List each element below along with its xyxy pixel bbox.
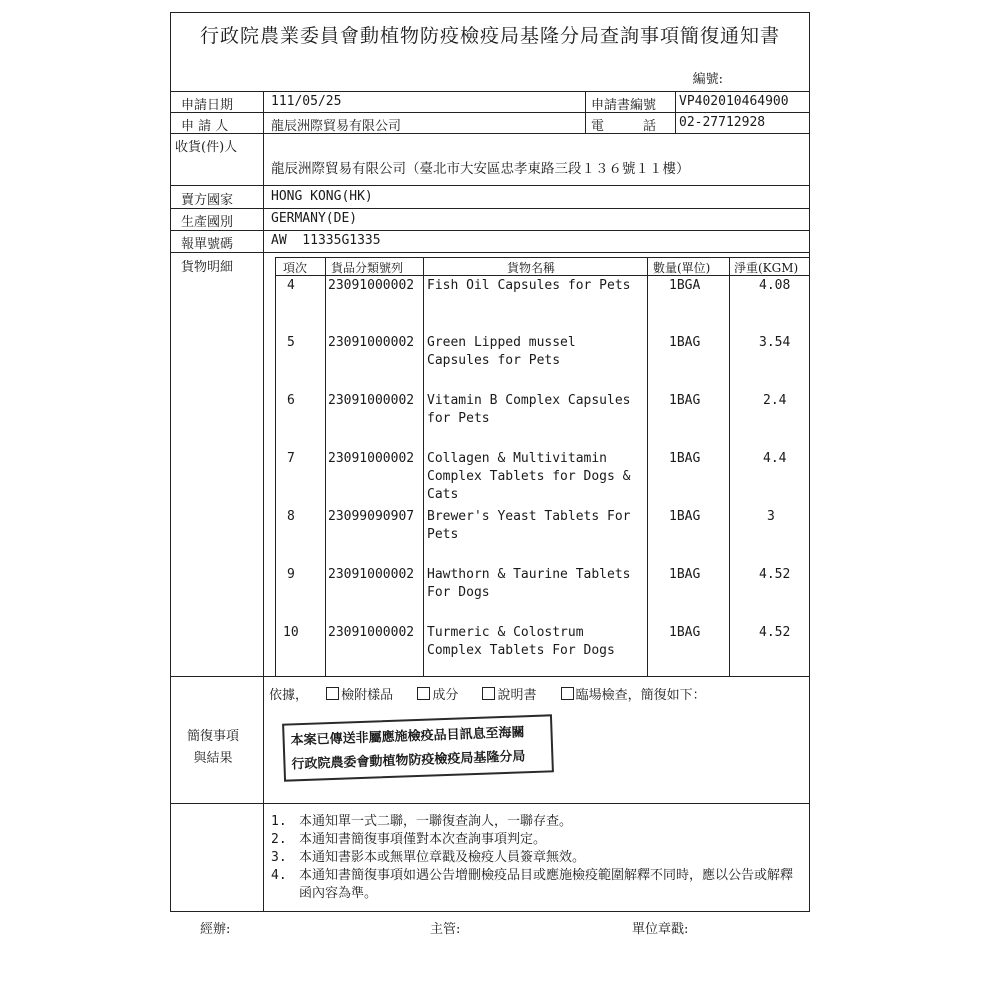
quantity: 1BGA bbox=[669, 278, 701, 293]
rule bbox=[171, 112, 809, 113]
goods-name: Green Lipped mussel Capsules for Pets bbox=[427, 335, 576, 368]
quantity: 1BAG bbox=[669, 393, 701, 408]
seller-country-value: HONG KONG(HK) bbox=[271, 189, 373, 204]
net-weight: 3 bbox=[767, 509, 775, 524]
option-sample[interactable]: 檢附樣品 bbox=[326, 688, 393, 703]
reply-label-line1: 簡復事項 bbox=[187, 729, 240, 744]
item-no: 5 bbox=[287, 335, 295, 350]
net-weight: 2.4 bbox=[763, 393, 787, 408]
consignee-label: 收貨(件)人 bbox=[175, 140, 238, 155]
net-weight: 3.54 bbox=[759, 335, 791, 350]
header-item-no: 項次 bbox=[283, 261, 308, 275]
rule bbox=[729, 257, 730, 676]
quantity: 1BAG bbox=[669, 335, 701, 350]
tariff-code: 23091000002 bbox=[328, 451, 415, 466]
reply-section-label bbox=[187, 726, 239, 770]
goods-name: Fish Oil Capsules for Pets bbox=[427, 278, 631, 293]
origin-country-value: GERMANY(DE) bbox=[271, 211, 358, 226]
basis-suffix: ，簡復如下： bbox=[627, 688, 706, 703]
rule bbox=[585, 91, 586, 133]
header-tariff-code: 貨品分類號列 bbox=[331, 261, 404, 275]
rule bbox=[325, 257, 326, 676]
phone-value: 02-27712928 bbox=[679, 115, 766, 130]
stamp-line2: 行政院農委會動植物防疫檢疫局基隆分局 bbox=[291, 749, 526, 773]
tariff-code: 23091000002 bbox=[328, 335, 415, 350]
declaration-number-value: AW 11335G1335 bbox=[271, 233, 381, 248]
reply-label-line2: 與結果 bbox=[193, 751, 233, 766]
rule bbox=[263, 91, 264, 911]
net-weight: 4.52 bbox=[759, 625, 791, 640]
applicant-value: 龍辰洲際貿易有限公司 bbox=[271, 119, 402, 134]
goods-name: Turmeric & Colostrum Complex Tablets For Dogs bbox=[427, 625, 615, 658]
tariff-code: 23091000002 bbox=[328, 567, 415, 582]
rule bbox=[647, 257, 648, 676]
checkbox-sample[interactable] bbox=[326, 687, 339, 700]
inquiry-reply-notice bbox=[170, 12, 810, 912]
seller-country-label: 賣方國家 bbox=[181, 193, 234, 208]
tariff-code: 23091000002 bbox=[328, 278, 415, 293]
rule bbox=[171, 676, 809, 677]
official-stamp bbox=[282, 714, 554, 781]
application-number-label: 申請書編號 bbox=[591, 98, 657, 113]
apply-date-value: 111/05/25 bbox=[271, 94, 342, 109]
header-net-weight: 淨重(KGM) bbox=[734, 261, 799, 275]
notes-list bbox=[271, 813, 801, 903]
item-no: 6 bbox=[287, 393, 295, 408]
rule bbox=[423, 257, 424, 676]
goods-name: Brewer's Yeast Tablets For Pets bbox=[427, 509, 631, 542]
document-title: 行政院農業委員會動植物防疫檢疫局基隆分局查詢事項簡復通知書 bbox=[199, 25, 780, 47]
item-no: 10 bbox=[283, 625, 299, 640]
list-item: 3. 本通知書影本或無單位章戳及檢疫人員簽章無效。 bbox=[271, 850, 586, 865]
rule bbox=[171, 230, 809, 231]
option-ingredients[interactable]: 成分 bbox=[417, 688, 458, 703]
header-goods-name: 貨物名稱 bbox=[507, 261, 556, 275]
unit-seal-label: 單位章戳: bbox=[632, 922, 689, 937]
goods-name: Vitamin B Complex Capsules for Pets bbox=[427, 393, 631, 426]
checkbox-ingredients[interactable] bbox=[417, 687, 430, 700]
quantity: 1BAG bbox=[669, 625, 701, 640]
applicant-label: 申 請 人 bbox=[181, 119, 229, 134]
serial-number-label: 編號: bbox=[692, 72, 723, 87]
quantity: 1BAG bbox=[669, 567, 701, 582]
supervisor-signature-label: 主管: bbox=[430, 922, 461, 937]
net-weight: 4.52 bbox=[759, 567, 791, 582]
item-no: 8 bbox=[287, 509, 295, 524]
rule bbox=[675, 91, 676, 133]
net-weight: 4.08 bbox=[759, 278, 791, 293]
item-no: 7 bbox=[287, 451, 295, 466]
rule bbox=[171, 91, 809, 92]
goods-name: Collagen & Multivitamin Complex Tablets for Dogs & Cats bbox=[427, 451, 631, 502]
rule bbox=[275, 257, 276, 676]
rule bbox=[171, 208, 809, 209]
net-weight: 4.4 bbox=[763, 451, 787, 466]
application-number-value: VP402010464900 bbox=[679, 94, 789, 109]
item-no: 9 bbox=[287, 567, 295, 582]
rule bbox=[171, 252, 809, 253]
list-item: 4. 本通知書簡復事項如遇公告增刪檢疫品目或應施檢疫範圍解釋不同時，應以公告或解釋函內容為準。 bbox=[271, 868, 794, 901]
goods-details-label: 貨物明細 bbox=[181, 260, 234, 275]
tariff-code: 23099090907 bbox=[328, 509, 415, 524]
item-no: 4 bbox=[287, 278, 295, 293]
handler-signature-label: 經辦: bbox=[200, 922, 231, 937]
basis-line: 依據， 檢附樣品 成分 說明書 臨場檢查，簡復如下： bbox=[269, 688, 706, 703]
tariff-code: 23091000002 bbox=[328, 625, 415, 640]
option-manual[interactable]: 說明書 bbox=[482, 688, 536, 703]
checkbox-onsite-inspection[interactable] bbox=[561, 687, 574, 700]
origin-country-label: 生產國別 bbox=[181, 215, 234, 230]
declaration-number-label: 報單號碼 bbox=[181, 237, 234, 252]
goods-name: Hawthorn & Taurine Tablets For Dogs bbox=[427, 567, 631, 600]
rule bbox=[171, 133, 809, 134]
apply-date-label: 申請日期 bbox=[181, 98, 234, 113]
phone-label: 電 話 bbox=[591, 119, 657, 134]
quantity: 1BAG bbox=[669, 451, 701, 466]
list-item: 1. 本通知單一式二聯，一聯復查詢人，一聯存查。 bbox=[271, 814, 573, 829]
rule bbox=[171, 185, 809, 186]
list-item: 2. 本通知書簡復事項僅對本次查詢事項判定。 bbox=[271, 832, 547, 847]
rule bbox=[171, 803, 809, 804]
basis-prefix: 依據 bbox=[269, 688, 296, 703]
option-onsite-inspection[interactable]: 臨場檢查 bbox=[561, 688, 628, 703]
checkbox-manual[interactable] bbox=[482, 687, 495, 700]
consignee-value: 龍辰洲際貿易有限公司（臺北市大安區忠孝東路三段１３６號１１樓） bbox=[271, 161, 690, 177]
tariff-code: 23091000002 bbox=[328, 393, 415, 408]
quantity: 1BAG bbox=[669, 509, 701, 524]
stamp-line1: 本案已傳送非屬應施檢疫品目訊息至海關 bbox=[290, 725, 525, 749]
header-quantity: 數量(單位) bbox=[653, 261, 711, 275]
